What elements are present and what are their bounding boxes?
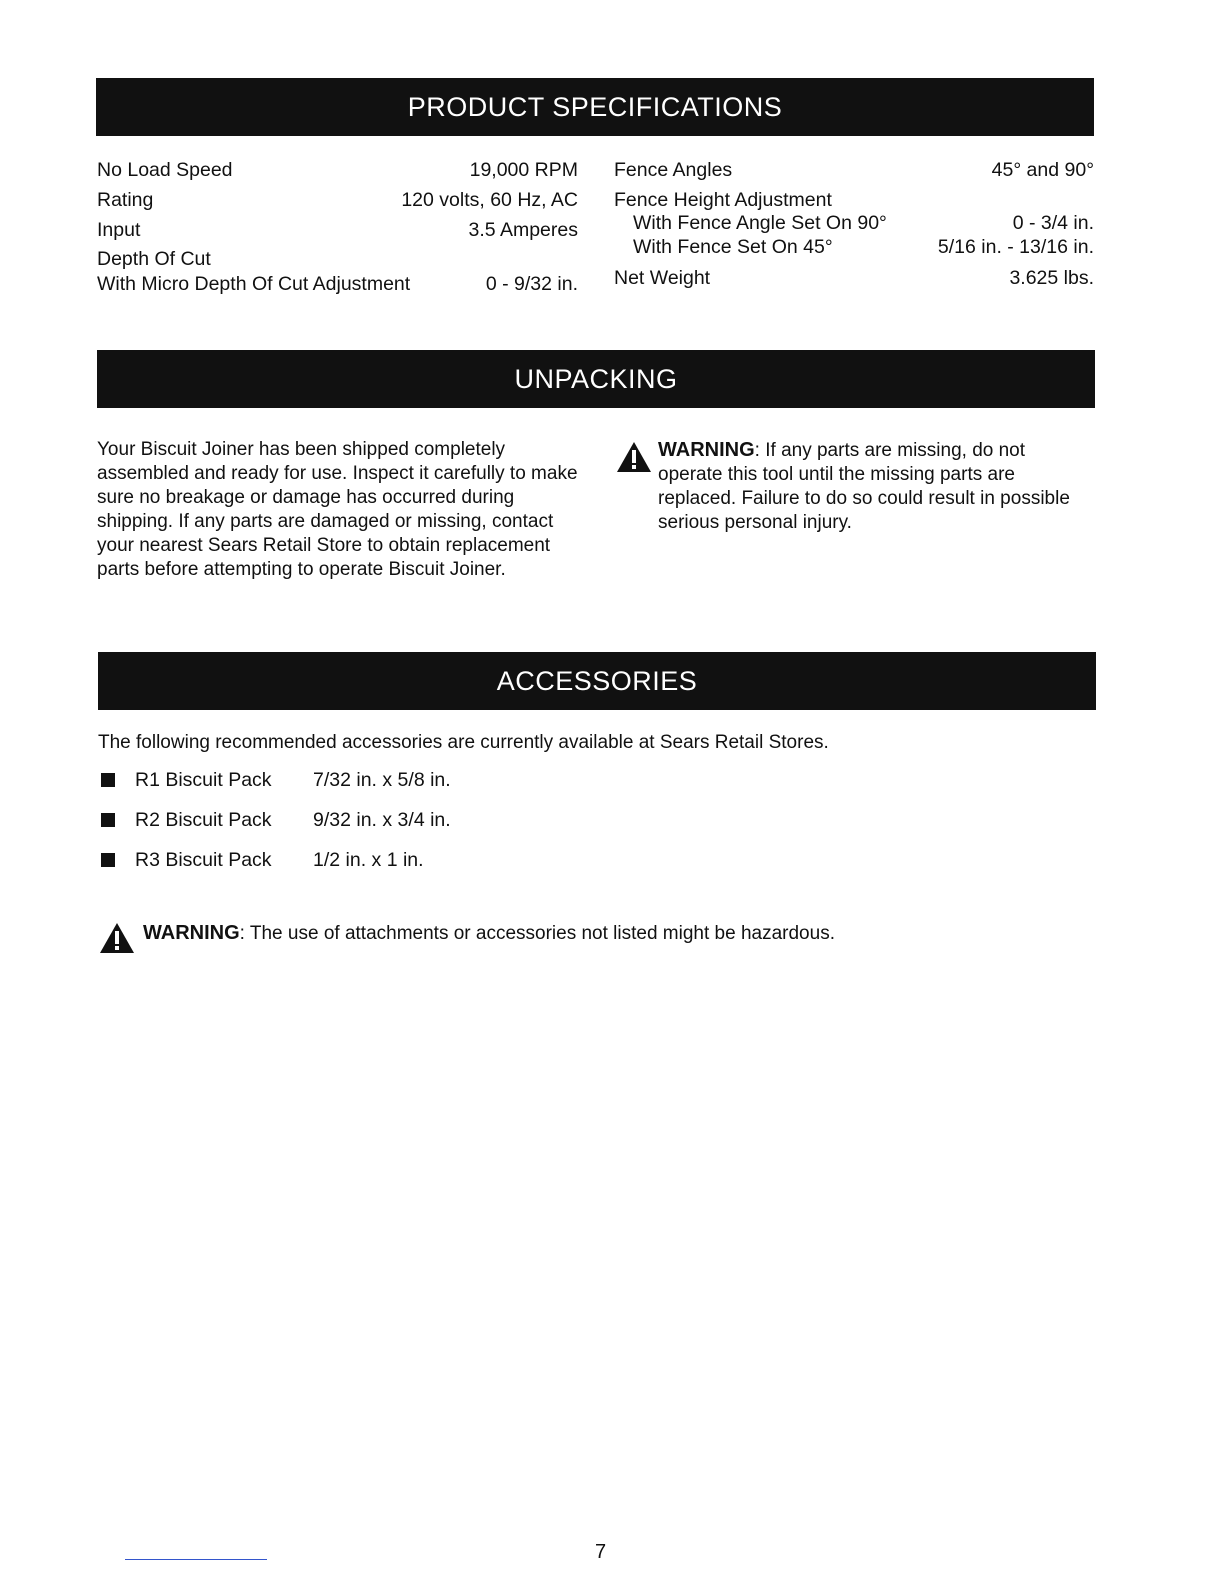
spec-label: Input [97,219,141,241]
accessory-name: R3 Biscuit Pack [135,849,272,871]
spec-label: Depth Of Cut [97,248,211,270]
accessory-name: R1 Biscuit Pack [135,769,272,791]
spec-label: With Micro Depth Of Cut Adjustment [97,273,411,295]
spec-value: 0 - 9/32 in. [485,273,578,295]
accessory-size: 9/32 in. x 3/4 in. [313,809,451,831]
spec-value: 5/16 in. - 13/16 in. [937,236,1094,258]
spec-value: 3.5 Amperes [468,219,578,241]
warning-text: : If any parts are missing, do not operate this tool until the missing parts are replaced. Failure to do so could result in possible serious personal injury. [658,440,1070,533]
spec-value: 120 volts, 60 Hz, AC [401,189,578,211]
spec-label: Rating [97,189,154,211]
spec-value: 45° and 90° [991,159,1094,181]
warning-label: WARNING [658,439,755,461]
accessories-warning [143,921,835,946]
warning-text: : The use of attachments or accessories not listed might be hazardous. [239,923,835,944]
accessory-size: 1/2 in. x 1 in. [313,849,424,871]
page-number: 7 [595,1541,607,1563]
accessories-header: ACCESSORIES [98,652,1096,710]
accessory-size: 7/32 in. x 5/8 in. [313,769,451,791]
accessories-intro: The following recommended accessories are currently available at Sears Retail Stores. [98,732,829,753]
warning-triangle-icon [99,922,135,954]
bullet-square-icon [101,773,115,787]
footer-rule [125,1559,267,1560]
spec-label: Net Weight [614,267,711,289]
unpacking-header: UNPACKING [97,350,1095,408]
spec-label: Fence Angles [614,159,733,181]
warning-label: WARNING [143,922,240,944]
unpacking-body: Your Biscuit Joiner has been shipped completely assembled and ready for use. Inspect it carefully to make sure no breakage or damage has occurred during shipping. If any parts are damaged or missing, contact your nearest Sears Retail Store to obtain replacement parts before attempting to operate Biscuit Joiner. [97,439,578,580]
spec-label: No Load Speed [97,159,233,181]
unpacking-warning [658,438,1094,535]
spec-value: 0 - 3/4 in. [1012,212,1094,234]
spec-label: With Fence Set On 45° [633,236,833,258]
bullet-square-icon [101,813,115,827]
spec-value: 3.625 lbs. [1009,267,1094,289]
warning-triangle-icon [616,441,652,473]
spec-label: With Fence Angle Set On 90° [633,212,887,234]
bullet-square-icon [101,853,115,867]
specs-header: PRODUCT SPECIFICATIONS [96,78,1094,136]
spec-label: Fence Height Adjustment [614,189,832,211]
spec-value: 19,000 RPM [469,159,578,181]
accessory-name: R2 Biscuit Pack [135,809,272,831]
